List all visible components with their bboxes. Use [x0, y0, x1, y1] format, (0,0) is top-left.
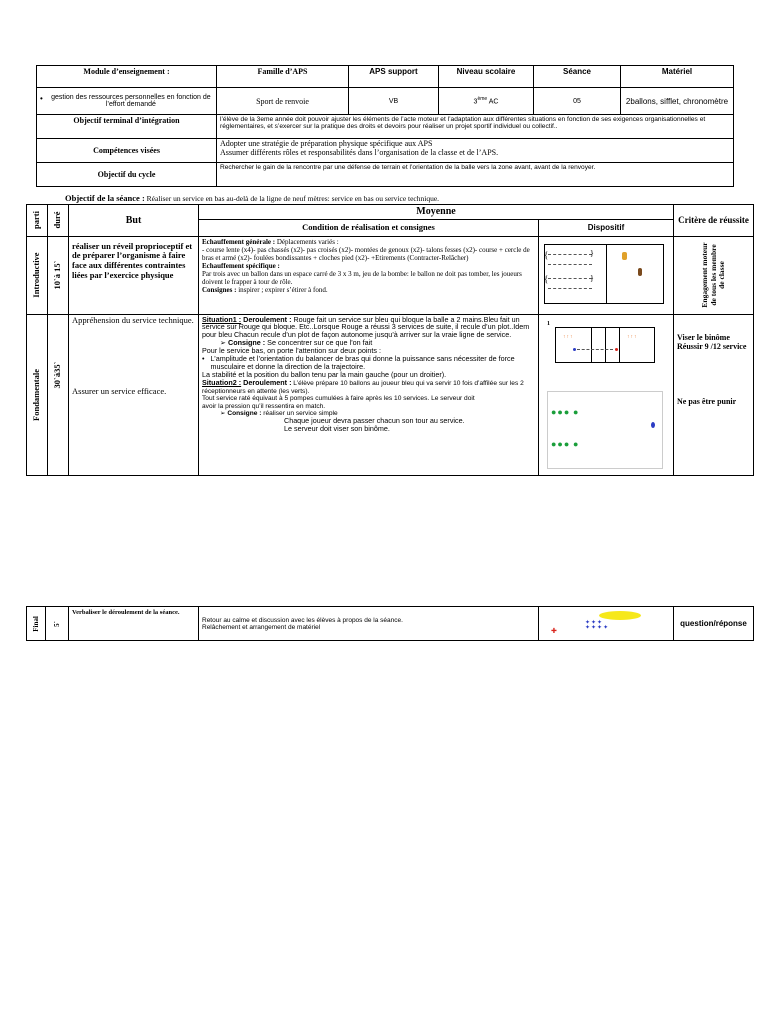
objectif-terminal-value: l’élève de la 3eme année doit pouvoir ajuster les éléments de l’acte moteur et l’adaptation aux différentes situations en fonction de ses exigences organisationnelles et réglementaires, et s’exercer sur la pratique des droits et devoirs pour réaliser un projet sportif individuel ou collectif.. [217, 115, 734, 139]
intro-dispositif [539, 236, 674, 314]
col-critere: Critère de réussite [674, 205, 754, 237]
col-parti: parti [27, 205, 48, 237]
fond-diagram: 1 ↑↑↑ ↑↑↑ ●●● ● ●●● ● [543, 319, 669, 469]
fond-critere [674, 314, 754, 475]
final-parti: Final [27, 607, 46, 641]
final-duree: 5` [46, 607, 69, 641]
competences-label: Compétences visées [37, 139, 217, 163]
player-icon [622, 252, 627, 260]
final-diagram: ✦✦✦ ✦✦✦✦ ✚ [539, 607, 673, 640]
final-dispositif [539, 607, 674, 641]
fond-duree: 30`à35` [52, 361, 63, 388]
col-aps: APS support [349, 66, 439, 88]
col-materiel: Matériel [621, 66, 734, 88]
module-value: • gestion des ressources personnelles en fonction de l’effort demandé [37, 88, 217, 115]
col-condition: Condition de réalisation et consignes [199, 219, 539, 236]
materiel-value: 2ballons, sifflet, chronomètre [621, 88, 734, 115]
col-module: Module d’enseignement : [37, 66, 217, 88]
col-seance: Séance [534, 66, 621, 88]
famille-value: Sport de renvoie [217, 88, 349, 115]
fond-duree-cell [48, 314, 69, 475]
objectif-seance-value: Réaliser un service en bas au-delà de la ligne de neuf mètres: service en bas ou service technique. [144, 194, 440, 203]
court-2 [547, 391, 663, 469]
intro-critere: Engagement moteur de tous les membre de classe [674, 236, 754, 314]
seance-value: 05 [534, 88, 621, 115]
sun-icon [599, 611, 641, 620]
main-table [26, 204, 754, 476]
coach-icon: ✚ [551, 627, 557, 635]
objectif-cycle-label: Objectif du cycle [37, 163, 217, 187]
fond-parti: Fondamentale [27, 314, 48, 475]
objectif-cycle-value: Rechercher le gain de la rencontre par une défense de terrain et l’orientation de la balle vers la zone avant, avant de la renvoyer. [217, 163, 734, 187]
fond-but [69, 314, 199, 475]
intro-but: réaliser un réveil proprioceptif et de préparer l’organisme à faire face aux différentes contraintes liées par l’exercice physique [69, 236, 199, 314]
fond-but1: Appréhension du service technique. [72, 314, 194, 325]
intro-duree: 10`à 15` [48, 236, 69, 314]
final-table [26, 606, 754, 641]
final-conditions: Retour au calme et discussion avec les élèves à propos de la séance. Relâchement et arrangement de matériel [199, 607, 539, 641]
fond-critere1: Viser le binôme Réussir 9 /12 service [677, 332, 747, 351]
col-but: But [69, 205, 199, 237]
objectif-seance-label: Objectif de la séance : [65, 193, 145, 203]
final-but: Verbaliser le déroulement de la séance. [69, 607, 199, 641]
fond-but2: Assurer un service efficace. [72, 386, 167, 397]
intro-parti: Introductive [27, 236, 48, 314]
court-outline [544, 244, 664, 304]
col-dispositif: Dispositif [539, 219, 674, 236]
fond-critere2: Ne pas être punir [677, 396, 737, 406]
objectif-seance [65, 193, 439, 203]
fond-conditions: Situation1 : Deroulement : Rouge fait un service sur bleu qui bloque la balle a 2 mains.Bleu fait un service sur Rouge qui bloque. Etc..Lorsque Rouge a réussi 3 services de suite, il recule d’un plot..Idem pour bleu Chacun recule d’un plot de façon autonome jusqu’à arriver sur la vraie ligne de service. ➢ Consigne : Se concentrer sur ce que l’on fait Pour le service bas, on porte l’attention sur deux points : • L’amplitude et l’orientation du balancer de bras qui donne la puissance sans nécessiter de force musculaire et donne la direction de la trajectoire. La stabilité et la position du ballon tenu par la main gauche (pour un droitier). Situation2 : Deroulement : L’élève prépare 10 ballons au joueur bleu qui va servir 10 fois d’affilée sur les 2 réceptionneurs en attente (les verts). Tout service raté équivaut à 5 pompes cumulées à faire après les 10 services. Le serveur doit avoir la pression qu’il ressentira en match. ➢ Consigne : réaliser un service simple Chaque joueur devra passer chacun son tour au service. Le serveur doit viser son binôme. [199, 314, 539, 475]
col-famille: Famille d’APS [217, 66, 349, 88]
player-icon [638, 268, 642, 276]
intro-conditions: Echauffement générale : Déplacements variés : - course lente (x4)- pas chassés (x2)- pas croisés (x2)- montées de genoux (x2)- talons fesses (x2)- course + cercle de bras et armé (x2)- foulées bondissantes + cloches pied (x2)- +Etirements (Contracter-Relâcher) Echauffement spécifique : Par trois avec un ballon dans un espace carré de 3 x 3 m, jeu de la bombe: le ballon ne doit pas tomber, les joueurs doivent le frapper à tour de rôle. Consignes : inspirer ; expirer s’étirer à fond. [199, 236, 539, 314]
final-critere: question/réponse [674, 607, 754, 641]
niveau-value: 3ème AC [439, 88, 534, 115]
header-table [36, 65, 734, 187]
col-niveau: Niveau scolaire [439, 66, 534, 88]
aps-value: VB [349, 88, 439, 115]
competences-value: Adopter une stratégie de préparation physique spécifique aux APS Assumer différents rôles et responsabilités dans l’organisation de la classe et de l’APS. [217, 139, 734, 163]
objectif-terminal-label: Objectif terminal d’intégration [37, 115, 217, 139]
fond-dispositif [539, 314, 674, 475]
net-line [606, 244, 607, 304]
col-duree: duré [48, 205, 69, 237]
intro-diagram: { { } } [542, 240, 670, 310]
col-moyenne: Moyenne [199, 205, 674, 220]
